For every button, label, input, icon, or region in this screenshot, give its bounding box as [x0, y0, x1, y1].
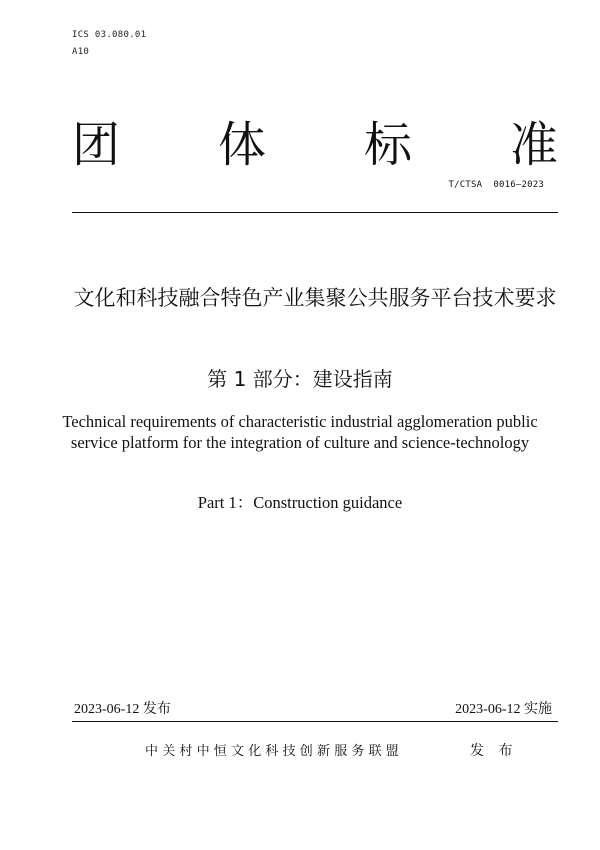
- ccs-code: A10: [72, 47, 90, 57]
- banner-char-2: 体: [218, 117, 267, 173]
- chinese-title: 文化和科技融合特色产业集聚公共服务平台技术要求: [73, 286, 557, 310]
- issue-date: 2023-06-12 发布: [74, 702, 171, 717]
- standard-number: T/CTSA 0016—2023: [448, 180, 544, 190]
- english-title: Technical requirements of characteristic industrial agglomeration public service platform for the integration of culture and science-technology: [62, 412, 538, 452]
- bottom-divider: [72, 721, 558, 722]
- ics-code: ICS 03.080.01: [72, 30, 147, 40]
- implementation-date: 2023-06-12 实施: [455, 702, 552, 717]
- banner-char-3: 标: [364, 117, 413, 173]
- banner-char-4: 准: [510, 117, 559, 173]
- publish-label: 发 布: [470, 743, 518, 759]
- top-divider: [72, 212, 558, 213]
- publisher-name: 中关村中恒文化科技创新服务联盟: [145, 744, 404, 759]
- english-part-title: Part 1：Construction guidance: [197, 493, 403, 512]
- chinese-part-title: 第 1 部分：建设指南: [207, 367, 393, 391]
- banner-char-1: 团: [72, 117, 121, 173]
